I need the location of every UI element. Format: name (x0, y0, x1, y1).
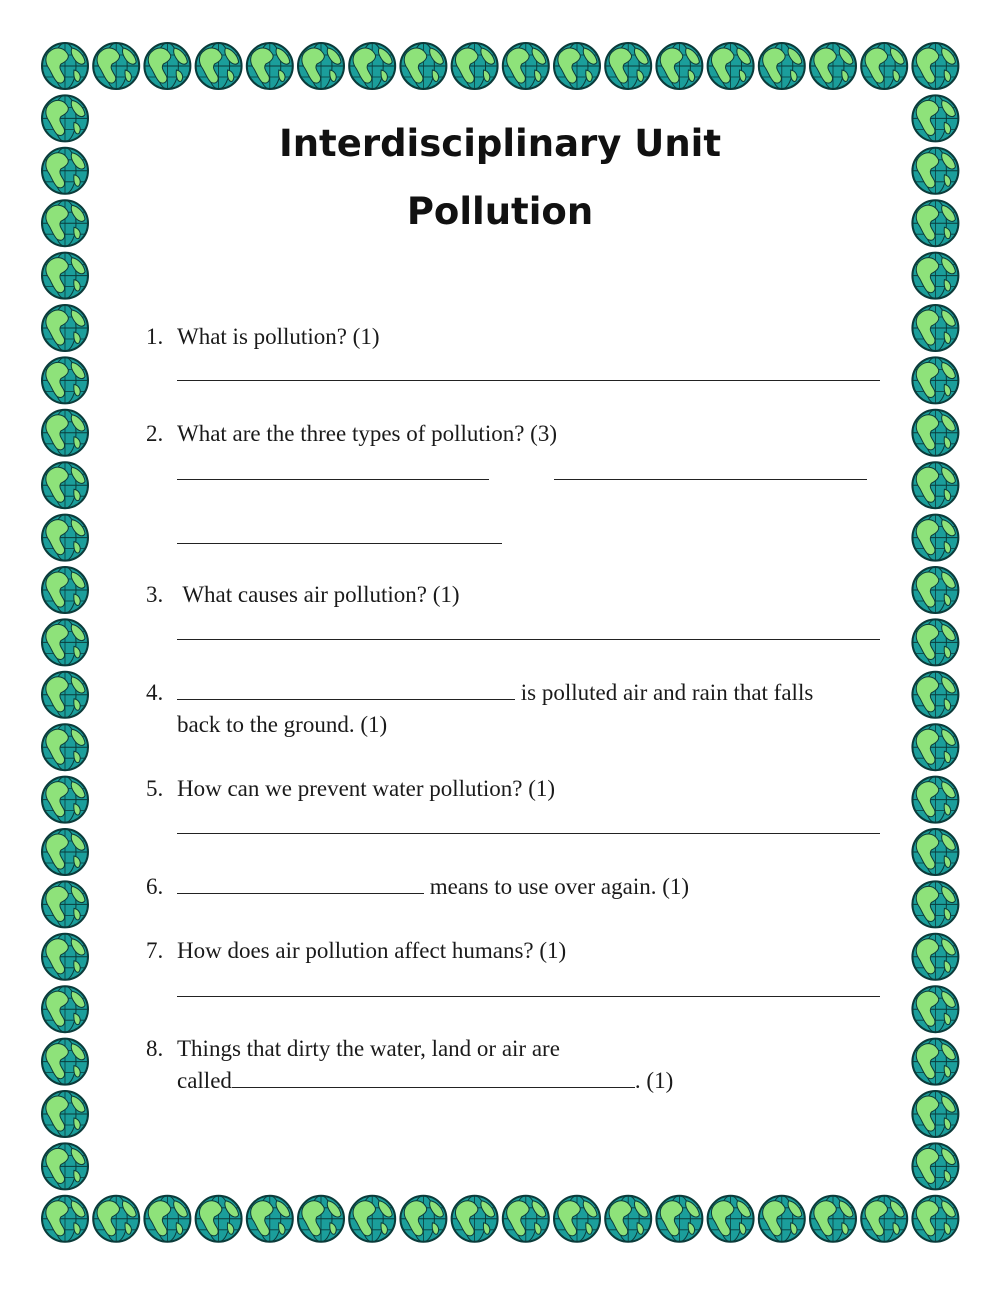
globe-icon (196, 43, 242, 89)
globe-icon (42, 1039, 88, 1085)
answer-1-line[interactable] (177, 380, 880, 381)
globe-icon (861, 1196, 907, 1242)
globe-icon (656, 43, 702, 89)
question-8-called: called (177, 1068, 232, 1093)
question-8-text: Things that dirty the water, land or air are (177, 1036, 560, 1061)
question-4-number: 4. (146, 680, 164, 705)
globe-icon (452, 1196, 498, 1242)
answer-2b-line[interactable] (554, 479, 867, 480)
globe-icon (42, 515, 88, 561)
globe-icon (247, 43, 293, 89)
globe-icon (912, 253, 958, 299)
globe-icon (42, 934, 88, 980)
globe-icon (912, 1196, 958, 1242)
answer-5-line[interactable] (177, 833, 880, 834)
globe-icon (349, 43, 395, 89)
answer-4-blank[interactable] (177, 681, 515, 700)
globe-icon (42, 462, 88, 508)
globe-icon (42, 253, 88, 299)
globe-icon (93, 43, 139, 89)
globe-icon (42, 672, 88, 718)
globe-icon (196, 1196, 242, 1242)
globe-icon (912, 357, 958, 403)
worksheet-title: Interdisciplinary Unit (278, 122, 722, 165)
globe-icon (708, 43, 754, 89)
answer-6-blank[interactable] (177, 875, 424, 894)
globe-icon (42, 1091, 88, 1137)
question-2-number: 2. (146, 421, 164, 446)
globe-icon (605, 43, 651, 89)
globe-icon (759, 1196, 805, 1242)
answer-8-blank[interactable] (232, 1069, 635, 1088)
globe-icon (810, 1196, 856, 1242)
globe-icon (656, 1196, 702, 1242)
question-1-number: 1. (146, 324, 164, 349)
globe-icon (298, 43, 344, 89)
globe-icon (42, 986, 88, 1032)
globe-icon (93, 1196, 139, 1242)
question-2-text: What are the three types of pollution? (3) (177, 421, 557, 446)
question-8-continuation (177, 1068, 673, 1094)
globe-icon (912, 1091, 958, 1137)
globe-icon (708, 1196, 754, 1242)
question-7-text: How does air pollution affect humans? (1) (177, 938, 567, 963)
globe-icon (349, 1196, 395, 1242)
globe-icon (912, 619, 958, 665)
globe-icon (144, 1196, 190, 1242)
question-1-text: What is pollution? (1) (177, 324, 380, 349)
globe-icon (912, 567, 958, 613)
globe-icon (554, 1196, 600, 1242)
globe-icon (400, 1196, 446, 1242)
globe-icon (912, 43, 958, 89)
globe-icon (810, 43, 856, 89)
globe-icon (912, 934, 958, 980)
globe-icon (42, 567, 88, 613)
question-3-number: 3. (146, 582, 164, 607)
worksheet-subtitle: Pollution (406, 190, 594, 233)
question-8-end: . (1) (634, 1068, 674, 1093)
globe-icon (912, 410, 958, 456)
answer-2a-line[interactable] (177, 479, 489, 480)
globe-icon (605, 1196, 651, 1242)
question-5-text: How can we prevent water pollution? (1) (177, 776, 556, 801)
question-8-number: 8. (146, 1036, 164, 1061)
question-4-continuation: back to the ground. (1) (177, 712, 388, 737)
globe-icon (247, 1196, 293, 1242)
question-4-line (177, 680, 813, 706)
globe-icon (503, 1196, 549, 1242)
globe-icon (42, 305, 88, 351)
globe-icon (42, 357, 88, 403)
globe-icon (759, 43, 805, 89)
question-4-text: is polluted air and rain that falls (515, 680, 814, 705)
globe-icon (42, 43, 88, 89)
globe-icon (42, 619, 88, 665)
globe-icon (144, 43, 190, 89)
globe-icon (912, 829, 958, 875)
globe-icon (554, 43, 600, 89)
globe-icon (42, 881, 88, 927)
globe-icon (912, 462, 958, 508)
globe-icon (503, 43, 549, 89)
question-6-text: means to use over again. (1) (424, 874, 690, 899)
globe-icon (42, 724, 88, 770)
globe-icon (42, 1196, 88, 1242)
globe-icon (298, 1196, 344, 1242)
question-3-text: What causes air pollution? (1) (177, 582, 460, 607)
question-6-number: 6. (146, 874, 164, 899)
globe-icon (452, 43, 498, 89)
globe-icon (912, 305, 958, 351)
answer-7-line[interactable] (177, 996, 880, 997)
globe-icon (42, 829, 88, 875)
globe-icon (42, 410, 88, 456)
globe-icon (912, 881, 958, 927)
question-7-number: 7. (146, 938, 164, 963)
globe-icon (912, 777, 958, 823)
question-6-line (177, 874, 689, 900)
globe-icon (861, 43, 907, 89)
answer-2c-line[interactable] (177, 543, 502, 544)
globe-icon (42, 1143, 88, 1189)
globe-icon (42, 777, 88, 823)
globe-icon (912, 1143, 958, 1189)
globe-icon (400, 43, 446, 89)
globe-icon (912, 986, 958, 1032)
question-5-number: 5. (146, 776, 164, 801)
answer-3-line[interactable] (177, 639, 880, 640)
globe-icon (912, 672, 958, 718)
globe-icon (912, 515, 958, 561)
globe-icon (912, 724, 958, 770)
globe-icon (912, 1039, 958, 1085)
